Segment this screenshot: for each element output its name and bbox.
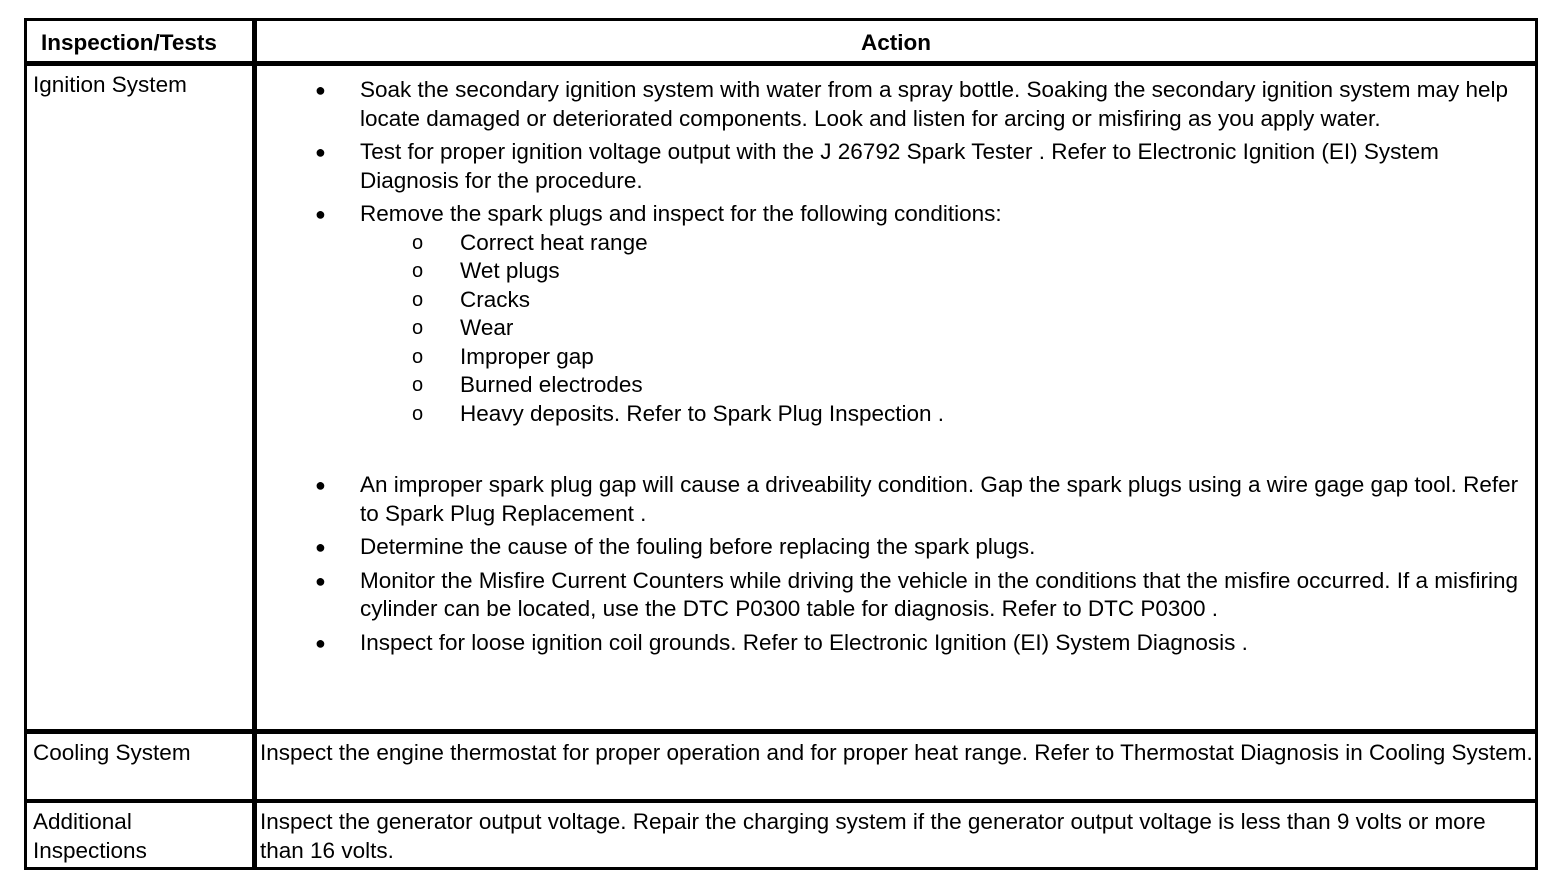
sub-list-item-text: Cracks xyxy=(460,286,531,312)
sub-list-item-text: Burned electrodes xyxy=(460,372,643,397)
circle-bullet-icon: o xyxy=(412,317,424,339)
circle-bullet-icon: o xyxy=(412,288,424,311)
header-divider xyxy=(27,61,1535,66)
cooling-system-action: Inspect the engine thermostat for proper operation and for proper heat range. Refer to Thermostat Diagnosis in Cooling System. xyxy=(260,740,1533,765)
circle-bullet-icon: o xyxy=(412,260,424,282)
list-item-text: An improper spark plug gap will cause a driveability condition. Gap the spark plugs using a wire gage gap tool. Refer to Spark Plug Replacement . xyxy=(360,472,1519,526)
list-item xyxy=(257,533,1535,562)
list-item-text: Remove the spark plugs and inspect for the following conditions: xyxy=(360,201,1002,226)
sub-list-item xyxy=(360,371,1535,400)
row-divider xyxy=(27,799,1535,803)
list-item xyxy=(257,471,1535,528)
ignition-action-list xyxy=(257,76,1535,662)
sub-list-item xyxy=(360,257,1535,286)
list-item-text: Test for proper ignition voltage output with the J 26792 Spark Tester . Refer to Electronic Ignition (EI) System Diagnosis for the procedure. xyxy=(360,139,1439,193)
header-inspection-tests: Inspection/Tests xyxy=(41,30,217,55)
list-item xyxy=(257,76,1535,133)
sub-list-item-text: Correct heat range xyxy=(460,229,648,255)
sub-list-item-text: Wear xyxy=(460,315,514,340)
sub-list-item-text: Improper gap xyxy=(460,343,594,369)
row-divider xyxy=(27,729,1535,734)
circle-bullet-icon: o xyxy=(412,374,424,396)
list-item xyxy=(257,629,1535,658)
circle-bullet-icon: o xyxy=(412,231,424,254)
header-action: Action xyxy=(861,30,931,55)
bullet-icon: ● xyxy=(315,570,326,591)
inspection-table xyxy=(24,18,1538,870)
list-item xyxy=(257,138,1535,195)
bullet-icon: ● xyxy=(315,142,326,162)
sub-list-item xyxy=(360,286,1535,315)
sub-list-item xyxy=(360,314,1535,343)
row-label-additional-inspections: Additional Inspections xyxy=(33,809,147,863)
bullet-icon: ● xyxy=(315,475,326,495)
list-item-text: Soak the secondary ignition system with water from a spray bottle. Soaking the secondary ignition system may help locate damaged or deteriorated components. Look and listen for arcing or misfiring as you apply water. xyxy=(360,77,1509,131)
bullet-icon: ● xyxy=(315,80,326,100)
additional-inspections-action: Inspect the generator output voltage. Repair the charging system if the generator output voltage is less than 9 volts or more than 16 volts. xyxy=(260,809,1486,863)
sub-list-item-text: Heavy deposits. Refer to Spark Plug Inspection . xyxy=(460,400,945,426)
circle-bullet-icon: o xyxy=(412,345,424,368)
list-item xyxy=(257,567,1535,624)
circle-bullet-icon: o xyxy=(412,402,424,425)
bullet-icon: ● xyxy=(315,537,326,557)
list-item-text: Monitor the Misfire Current Counters while driving the vehicle in the conditions that the misfire occurred. If a misfiring cylinder can be located, use the DTC P0300 table for diagnosis. Refer to DTC P0300 . xyxy=(360,567,1518,621)
sub-list-item xyxy=(360,229,1535,258)
spark-plug-conditions-list xyxy=(360,229,1535,429)
sub-list-item xyxy=(360,400,1535,429)
list-item-text: Determine the cause of the fouling before replacing the spark plugs. xyxy=(360,534,1036,559)
sub-list-item xyxy=(360,343,1535,372)
bullet-icon: ● xyxy=(315,204,326,224)
list-item xyxy=(257,200,1535,428)
list-item-text: Inspect for loose ignition coil grounds. Refer to Electronic Ignition (EI) System Diagnosis . xyxy=(360,629,1248,655)
sub-list-item-text: Wet plugs xyxy=(460,258,560,283)
bullet-icon: ● xyxy=(315,632,326,653)
row-label-cooling-system: Cooling System xyxy=(33,740,191,765)
row-label-ignition-system: Ignition System xyxy=(33,72,187,97)
